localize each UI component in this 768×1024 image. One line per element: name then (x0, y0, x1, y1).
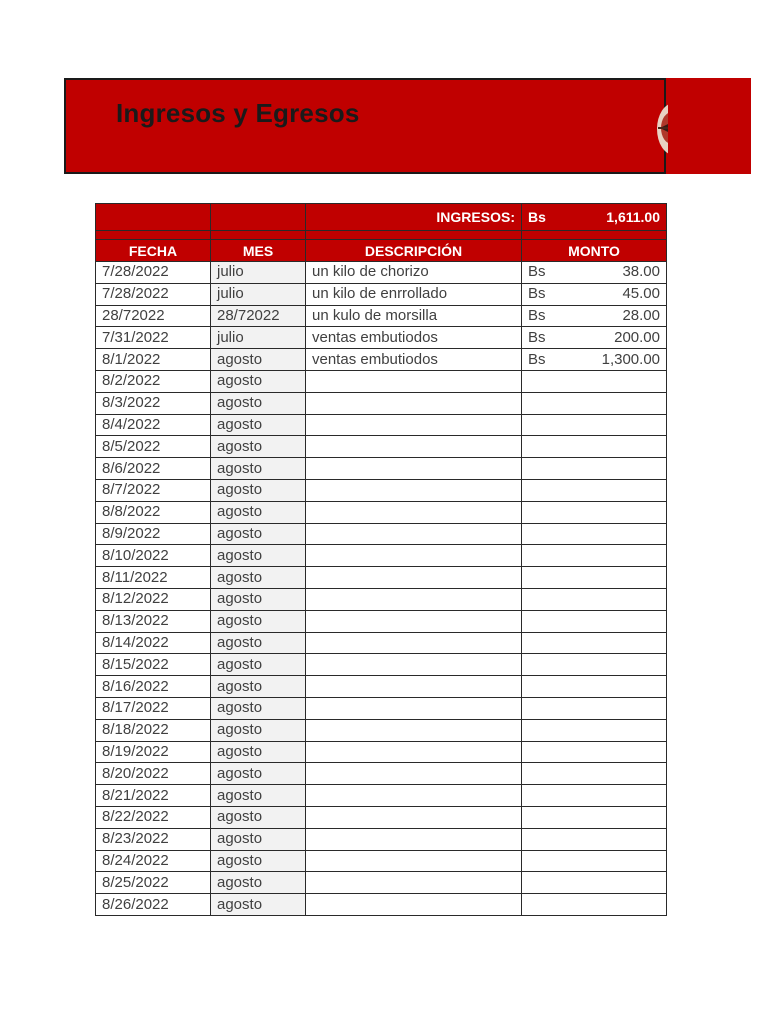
cell-fecha[interactable]: 8/8/2022 (96, 501, 211, 523)
cell-descripcion[interactable] (306, 719, 522, 741)
table-row (96, 588, 667, 610)
cell-descripcion[interactable] (306, 436, 522, 458)
cell-fecha[interactable]: 8/17/2022 (96, 697, 211, 719)
spacer-row (96, 231, 667, 240)
cell-fecha[interactable]: 8/20/2022 (96, 763, 211, 785)
cell-fecha[interactable]: 8/10/2022 (96, 545, 211, 567)
table-row (96, 741, 667, 763)
cell-monto[interactable] (522, 305, 667, 327)
cell-mes[interactable]: agosto (211, 588, 306, 610)
cell-fecha[interactable]: 8/22/2022 (96, 806, 211, 828)
table-row (96, 654, 667, 676)
column-header-fecha[interactable]: FECHA (96, 240, 211, 262)
cell-monto[interactable] (522, 741, 667, 763)
cell-fecha[interactable]: 8/12/2022 (96, 588, 211, 610)
cell-descripcion[interactable] (306, 392, 522, 414)
table-row (96, 697, 667, 719)
cell-monto[interactable] (522, 523, 667, 545)
table-row (96, 676, 667, 698)
cell-descripcion[interactable] (306, 741, 522, 763)
cell-descripcion[interactable]: un kulo de morsilla (306, 305, 522, 327)
cell-mes[interactable]: agosto (211, 763, 306, 785)
cell-monto[interactable] (522, 262, 667, 284)
cell-monto-value: 1,300.00 (601, 350, 660, 368)
cell-descripcion[interactable] (306, 697, 522, 719)
cell-fecha[interactable]: 8/6/2022 (96, 458, 211, 480)
cell-mes[interactable]: agosto (211, 458, 306, 480)
spacer-cell (306, 231, 522, 240)
cell-monto[interactable] (522, 610, 667, 632)
table-row (96, 283, 667, 305)
cell-monto[interactable] (522, 763, 667, 785)
cell-fecha[interactable]: 8/9/2022 (96, 523, 211, 545)
cell-descripcion[interactable] (306, 828, 522, 850)
table-row (96, 305, 667, 327)
cell-mes[interactable]: agosto (211, 392, 306, 414)
cell-descripcion[interactable] (306, 501, 522, 523)
cell-fecha[interactable]: 8/15/2022 (96, 654, 211, 676)
cell-monto[interactable] (522, 654, 667, 676)
table-row (96, 806, 667, 828)
cell-descripcion[interactable] (306, 894, 522, 916)
cell-descripcion[interactable] (306, 523, 522, 545)
table-row (96, 458, 667, 480)
cell-monto[interactable] (522, 719, 667, 741)
cell-monto-value: 28.00 (622, 306, 660, 324)
cell-mes[interactable]: agosto (211, 806, 306, 828)
cell-descripcion[interactable] (306, 806, 522, 828)
cell-descripcion[interactable] (306, 545, 522, 567)
cell-monto-value: 200.00 (614, 328, 660, 346)
ingresos-total-cell[interactable] (522, 204, 667, 231)
cell-monto[interactable] (522, 501, 667, 523)
cell-fecha[interactable]: 8/19/2022 (96, 741, 211, 763)
column-header-descripcion[interactable]: DESCRIPCIÓN (306, 240, 522, 262)
ingresos-label: INGRESOS: (306, 204, 522, 231)
cell-fecha[interactable]: 7/31/2022 (96, 327, 211, 349)
column-header-mes[interactable]: MES (211, 240, 306, 262)
cell-monto[interactable] (522, 479, 667, 501)
header-banner (64, 78, 666, 174)
cell-monto[interactable] (522, 283, 667, 305)
cell-fecha[interactable]: 8/24/2022 (96, 850, 211, 872)
cell-mes[interactable]: julio (211, 283, 306, 305)
cell-fecha[interactable]: 8/23/2022 (96, 828, 211, 850)
cell-descripcion[interactable] (306, 458, 522, 480)
cell-fecha[interactable]: 8/7/2022 (96, 479, 211, 501)
table-row (96, 828, 667, 850)
cell-monto[interactable] (522, 327, 667, 349)
cell-fecha[interactable]: 8/21/2022 (96, 785, 211, 807)
cell-fecha[interactable]: 7/28/2022 (96, 283, 211, 305)
cell-fecha[interactable]: 8/4/2022 (96, 414, 211, 436)
cell-mes[interactable]: 28/72022 (211, 305, 306, 327)
cell-fecha[interactable]: 8/25/2022 (96, 872, 211, 894)
cell-fecha[interactable]: 8/3/2022 (96, 392, 211, 414)
cell-descripcion[interactable]: ventas embutiodos (306, 349, 522, 371)
cell-monto[interactable] (522, 567, 667, 589)
cell-mes[interactable]: agosto (211, 850, 306, 872)
cell-descripcion[interactable]: un kilo de chorizo (306, 262, 522, 284)
guitar-logo-icon (654, 98, 668, 160)
table-row (96, 436, 667, 458)
ledger-table (95, 203, 667, 916)
cell-fecha[interactable]: 8/14/2022 (96, 632, 211, 654)
cell-descripcion[interactable] (306, 632, 522, 654)
table-row (96, 501, 667, 523)
table-row (96, 872, 667, 894)
cell-fecha[interactable]: 28/72022 (96, 305, 211, 327)
cell-descripcion[interactable] (306, 370, 522, 392)
cell-descripcion[interactable]: un kilo de enrrollado (306, 283, 522, 305)
table-row (96, 479, 667, 501)
table-row (96, 850, 667, 872)
spacer-cell (522, 231, 667, 240)
cell-moneda: Bs (528, 328, 546, 346)
summary-empty-cell (96, 204, 211, 231)
cell-mes[interactable]: agosto (211, 479, 306, 501)
cell-mes[interactable]: agosto (211, 676, 306, 698)
cell-descripcion[interactable] (306, 654, 522, 676)
cell-mes[interactable]: agosto (211, 414, 306, 436)
cell-fecha[interactable]: 8/18/2022 (96, 719, 211, 741)
cell-mes[interactable]: agosto (211, 545, 306, 567)
summary-empty-cell (211, 204, 306, 231)
cell-descripcion[interactable] (306, 785, 522, 807)
page-title: Ingresos y Egresos (116, 98, 360, 128)
cell-mes[interactable]: agosto (211, 828, 306, 850)
cell-moneda: Bs (528, 350, 546, 368)
cell-descripcion[interactable] (306, 567, 522, 589)
table-row (96, 523, 667, 545)
cell-mes[interactable]: agosto (211, 719, 306, 741)
cell-mes[interactable]: agosto (211, 523, 306, 545)
cell-moneda: Bs (528, 263, 546, 281)
cell-monto[interactable] (522, 349, 667, 371)
table-row (96, 632, 667, 654)
cell-monto[interactable] (522, 785, 667, 807)
table-row (96, 262, 667, 284)
cell-mes[interactable]: agosto (211, 785, 306, 807)
table-row (96, 414, 667, 436)
cell-fecha[interactable]: 8/1/2022 (96, 349, 211, 371)
cell-mes[interactable]: agosto (211, 741, 306, 763)
cell-descripcion[interactable]: ventas embutiodos (306, 327, 522, 349)
table-row (96, 567, 667, 589)
cell-monto-value: 38.00 (622, 263, 660, 281)
cell-mes[interactable]: agosto (211, 894, 306, 916)
cell-monto[interactable] (522, 545, 667, 567)
cell-monto[interactable] (522, 872, 667, 894)
cell-moneda: Bs (528, 285, 546, 303)
table-row (96, 610, 667, 632)
cell-monto[interactable] (522, 850, 667, 872)
ingresos-currency: Bs (528, 209, 546, 225)
cell-descripcion[interactable] (306, 414, 522, 436)
cell-descripcion[interactable] (306, 610, 522, 632)
cell-mes[interactable]: agosto (211, 610, 306, 632)
cell-fecha[interactable]: 8/11/2022 (96, 567, 211, 589)
cell-fecha[interactable]: 8/2/2022 (96, 370, 211, 392)
table-row (96, 545, 667, 567)
cell-mes[interactable]: agosto (211, 632, 306, 654)
cell-descripcion[interactable] (306, 588, 522, 610)
cell-monto[interactable] (522, 436, 667, 458)
cell-monto[interactable] (522, 414, 667, 436)
cell-mes[interactable]: agosto (211, 654, 306, 676)
cell-monto[interactable] (522, 676, 667, 698)
cell-mes[interactable]: agosto (211, 349, 306, 371)
cell-mes[interactable]: agosto (211, 370, 306, 392)
cell-descripcion[interactable] (306, 850, 522, 872)
cell-fecha[interactable]: 8/13/2022 (96, 610, 211, 632)
header-banner-extension (666, 78, 751, 174)
cell-fecha[interactable]: 7/28/2022 (96, 262, 211, 284)
cell-mes[interactable]: agosto (211, 567, 306, 589)
cell-mes[interactable]: agosto (211, 872, 306, 894)
cell-descripcion[interactable] (306, 479, 522, 501)
cell-mes[interactable]: julio (211, 262, 306, 284)
cell-monto[interactable] (522, 392, 667, 414)
column-header-row (96, 240, 667, 262)
cell-descripcion[interactable] (306, 676, 522, 698)
column-header-monto[interactable]: MONTO (522, 240, 667, 262)
cell-monto[interactable] (522, 828, 667, 850)
table-row (96, 370, 667, 392)
cell-monto-value: 45.00 (622, 285, 660, 303)
cell-mes[interactable]: agosto (211, 436, 306, 458)
cell-fecha[interactable]: 8/16/2022 (96, 676, 211, 698)
spacer-cell (211, 231, 306, 240)
cell-monto[interactable] (522, 806, 667, 828)
cell-monto[interactable] (522, 697, 667, 719)
ingresos-total: 1,611.00 (606, 209, 660, 225)
cell-monto[interactable] (522, 458, 667, 480)
cell-moneda: Bs (528, 306, 546, 324)
cell-descripcion[interactable] (306, 872, 522, 894)
cell-fecha[interactable]: 8/5/2022 (96, 436, 211, 458)
cell-mes[interactable]: agosto (211, 697, 306, 719)
cell-fecha[interactable]: 8/26/2022 (96, 894, 211, 916)
table-row (96, 349, 667, 371)
spacer-cell (96, 231, 211, 240)
table-row (96, 327, 667, 349)
cell-monto[interactable] (522, 632, 667, 654)
table-row (96, 894, 667, 916)
cell-mes[interactable]: agosto (211, 501, 306, 523)
summary-row (96, 204, 667, 231)
cell-monto[interactable] (522, 588, 667, 610)
cell-monto[interactable] (522, 370, 667, 392)
cell-mes[interactable]: julio (211, 327, 306, 349)
cell-descripcion[interactable] (306, 763, 522, 785)
table-row (96, 763, 667, 785)
table-row (96, 785, 667, 807)
cell-monto[interactable] (522, 894, 667, 916)
table-row (96, 719, 667, 741)
table-row (96, 392, 667, 414)
